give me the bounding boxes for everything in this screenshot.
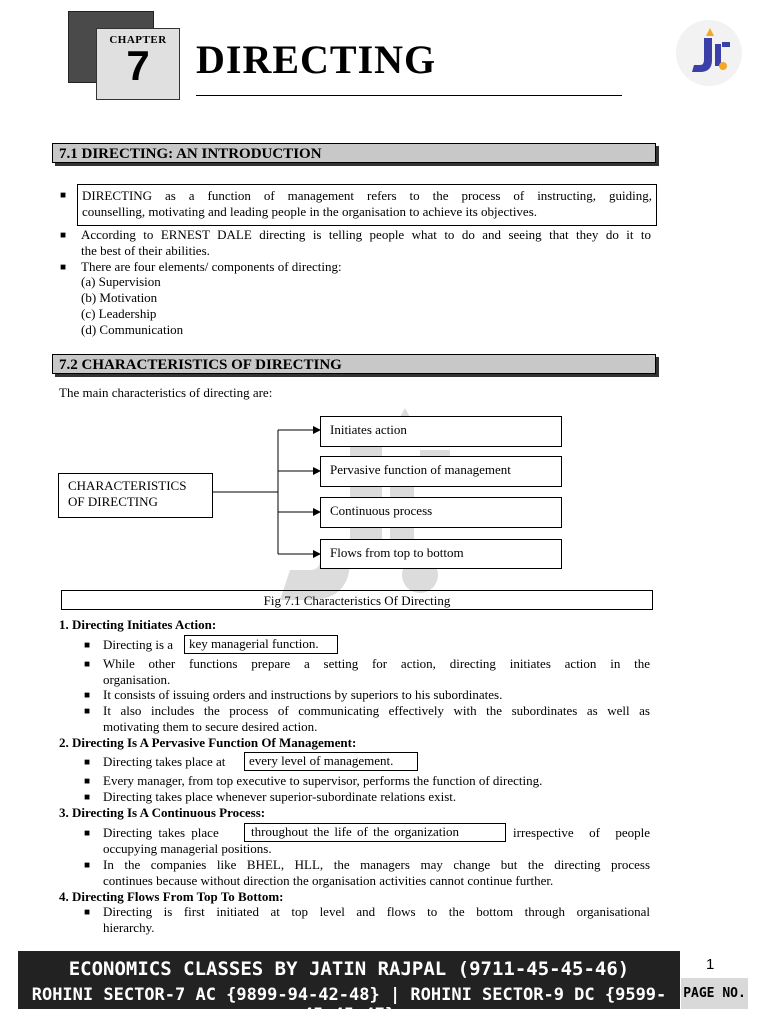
p3-b2-line-1: In the companies like BHEL, HLL, the managers may change but the directing process [103,857,650,872]
p1-b1-box: key managerial function. [184,635,338,654]
diagram-root-box [58,473,213,518]
figure-caption: Fig 7.1 Characteristics Of Directing [61,590,653,610]
definition-line-2: counselling, motivating and leading people in the organisation to achieve its objectives. [82,204,538,219]
p3-b1-post: irrespective of people [513,825,650,840]
point-2-title: 2. Directing Is A Pervasive Function Of Management: [59,735,357,750]
bullet-icon: ■ [84,828,91,839]
p3-b1-line-2: occupying managerial positions. [103,841,272,856]
bullet-icon: ■ [84,792,91,803]
p3-b1-text: Directing takes place [103,825,219,840]
bullet-icon: ■ [84,706,91,717]
diagram-connectors [210,420,325,565]
p2-b2-text: Every manager, from top executive to supervisor, performs the function of directing. [103,773,543,788]
bullet-icon: ■ [60,262,67,273]
p1-b3-text: It consists of issuing orders and instructions by superiors to his subordinates. [103,687,503,702]
chapter-title: DIRECTING [196,37,437,82]
chapter-badge [96,28,180,100]
p2-b1-box: every level of management. [244,752,418,771]
p1-b2-line-1: While other functions prepare a setting for action, directing initiates action in the [103,656,650,671]
point-1-title: 1. Directing Initiates Action: [59,617,217,632]
element-item: (c) Leadership [81,306,157,321]
chapter-label: CHAPTER [109,34,167,46]
page-number: 1 [706,956,715,973]
characteristics-intro: The main characteristics of directing are: [59,385,273,400]
bullet-icon: ■ [60,190,67,201]
footer-line-1: ECONOMICS CLASSES BY JATIN RAJPAL (9711-45-45-46) [68,958,630,980]
dale-line-2: the best of their abilities. [81,243,210,258]
diagram-branch-box: Pervasive function of management [320,456,562,487]
point-3-title: 3. Directing Is A Continuous Process: [59,805,266,820]
bullet-icon: ■ [84,907,91,918]
bullet-icon: ■ [84,860,91,871]
bullet-icon: ■ [84,776,91,787]
p1-b4-line-1: It also includes the process of communicating effectively with the subordinates as well as [103,703,650,718]
p2-b3-text: Directing takes place whenever superior-subordinate relations exist. [103,789,457,804]
bullet-icon: ■ [84,640,91,651]
p3-b2-line-2: continues because without direction the organisation activities cannot continue further. [103,873,554,888]
element-item: (a) Supervision [81,274,161,289]
p3-b1-box: throughout the life of the organization [244,823,506,842]
definition-line-1: DIRECTING as a function of management refers to the process of instructing, guiding, [82,188,652,203]
p2-b1-text: Directing takes place at [103,754,226,769]
p1-b1-text: Directing is a [103,637,174,652]
p1-b4-line-2: motivating them to secure desired action. [103,719,318,734]
p4-b1-line-1: Directing is first initiated at top level and flows to the bottom through organisational [103,904,650,919]
diagram-branch-box: Flows from top to bottom [320,539,562,569]
section-heading-characteristics: 7.2 CHARACTERISTICS OF DIRECTING [52,354,656,374]
bullet-icon: ■ [84,757,91,768]
element-item: (d) Communication [81,322,184,337]
title-underline [196,95,622,96]
diagram-root-line-1: CHARACTERISTICS [68,478,187,493]
p4-b1-line-2: hierarchy. [103,920,155,935]
bullet-icon: ■ [84,659,91,670]
p1-b2-line-2: organisation. [103,672,171,687]
jr-logo-icon [676,20,742,86]
diagram-branch-box: Continuous process [320,497,562,528]
directing-definition-box [77,184,657,226]
page-label: PAGE NO. [681,978,748,1009]
chapter-number: 7 [126,42,150,89]
dale-line-1: According to ERNEST DALE directing is telling people what to do and seeing that they do it to [81,227,651,242]
diagram-branch-box: Initiates action [320,416,562,447]
section-heading-introduction: 7.1 DIRECTING: AN INTRODUCTION [52,143,656,163]
elements-intro: There are four elements/ components of directing: [81,259,342,274]
point-4-title: 4. Directing Flows From Top To Bottom: [59,889,284,904]
footer-banner [18,951,680,1025]
footer-line-2: ROHINI SECTOR-7 AC {9899-94-42-48} | ROHINI SECTOR-9 DC {9599-45-45-47} [31,985,667,1025]
element-item: (b) Motivation [81,290,158,305]
bullet-icon: ■ [84,690,91,701]
bullet-icon: ■ [60,230,67,241]
diagram-root-line-2: OF DIRECTING [68,494,158,509]
